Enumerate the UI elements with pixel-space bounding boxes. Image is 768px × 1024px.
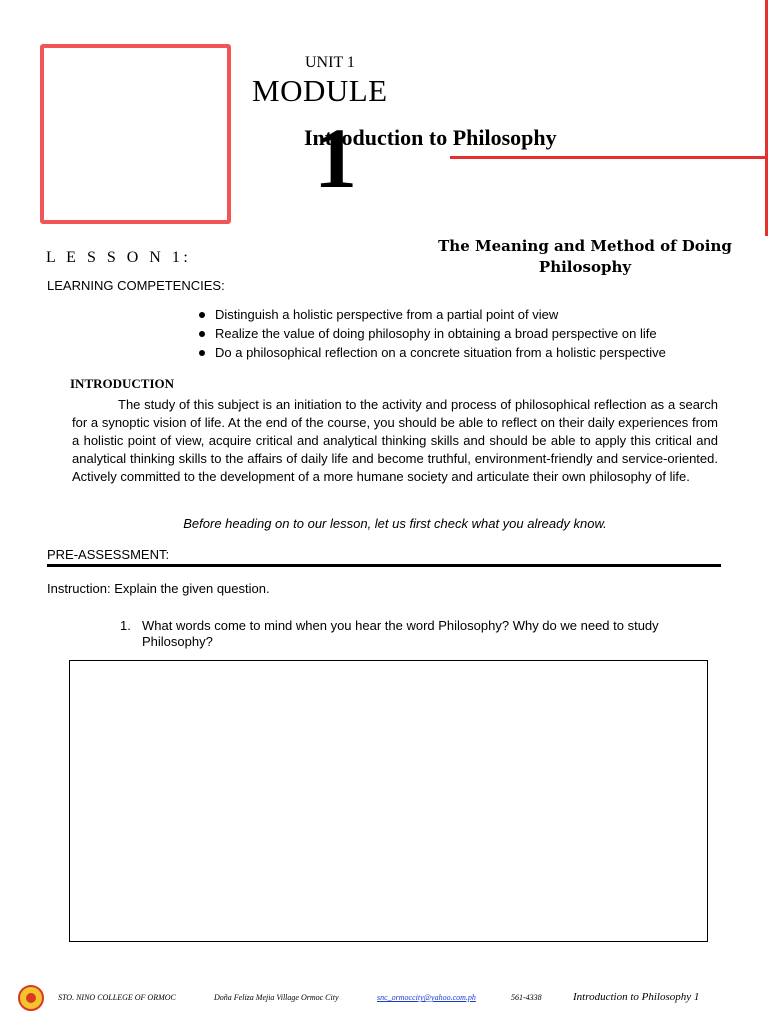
lesson-title: The Meaning and Method of Doing Philosophy (438, 237, 732, 276)
introduction-paragraph: The study of this subject is an initiation to the activity and process of philosophical reflection as a search for a synoptic vision of life. At the end of the course, you should be able to reflect on their daily experiences from a holistic point of view, acquire critical and analytical thinking skills and should be able to apply this critical and analytical thinking skills to the affairs of daily life and become truthful, environment-friendly and service-oriented. Actively committed to the development of a more humane society and articulate their own philosophy of life. (72, 397, 718, 484)
footer-email-link[interactable]: snc_ormoccity@yahoo.com.ph (377, 993, 476, 1002)
school-logo-icon (18, 985, 44, 1011)
lesson-label: L E S S O N 1: (46, 249, 192, 266)
competencies-heading: LEARNING COMPETENCIES: (47, 278, 225, 293)
footer-phone: 561-4338 (511, 993, 542, 1002)
transition-text: Before heading on to our lesson, let us first check what you already know. (183, 516, 607, 531)
module-number: 1 (314, 110, 357, 206)
competencies-list (196, 305, 666, 362)
competency-item: Distinguish a holistic perspective from a partial point of view (196, 305, 666, 324)
introduction-heading: INTRODUCTION (70, 376, 175, 391)
module-label: MODULE (252, 73, 388, 108)
question-number: 1. (120, 618, 131, 633)
pre-assessment-divider (47, 564, 721, 567)
competency-item: Do a philosophical reflection on a concrete situation from a holistic perspective (196, 343, 666, 362)
header-divider-horizontal (450, 156, 768, 159)
module-number-frame (40, 44, 231, 224)
pre-assessment-heading: PRE-ASSESSMENT: (47, 547, 170, 562)
footer-school: STO. NINO COLLEGE OF ORMOC (58, 993, 176, 1002)
instruction-text: Instruction: Explain the given question. (47, 581, 270, 596)
footer-address: Doña Feliza Mejia Village Ormoc City (214, 993, 339, 1002)
competency-item: Realize the value of doing philosophy in obtaining a broad perspective on life (196, 324, 666, 343)
question-text: What words come to mind when you hear the word Philosophy? Why do we need to study Philosophy? (142, 618, 659, 649)
answer-box[interactable] (69, 660, 708, 942)
unit-label: UNIT 1 (305, 54, 355, 71)
page-title: Introduction to Philosophy (304, 125, 557, 150)
footer-page-title: Introduction to Philosophy 1 (573, 991, 700, 1003)
